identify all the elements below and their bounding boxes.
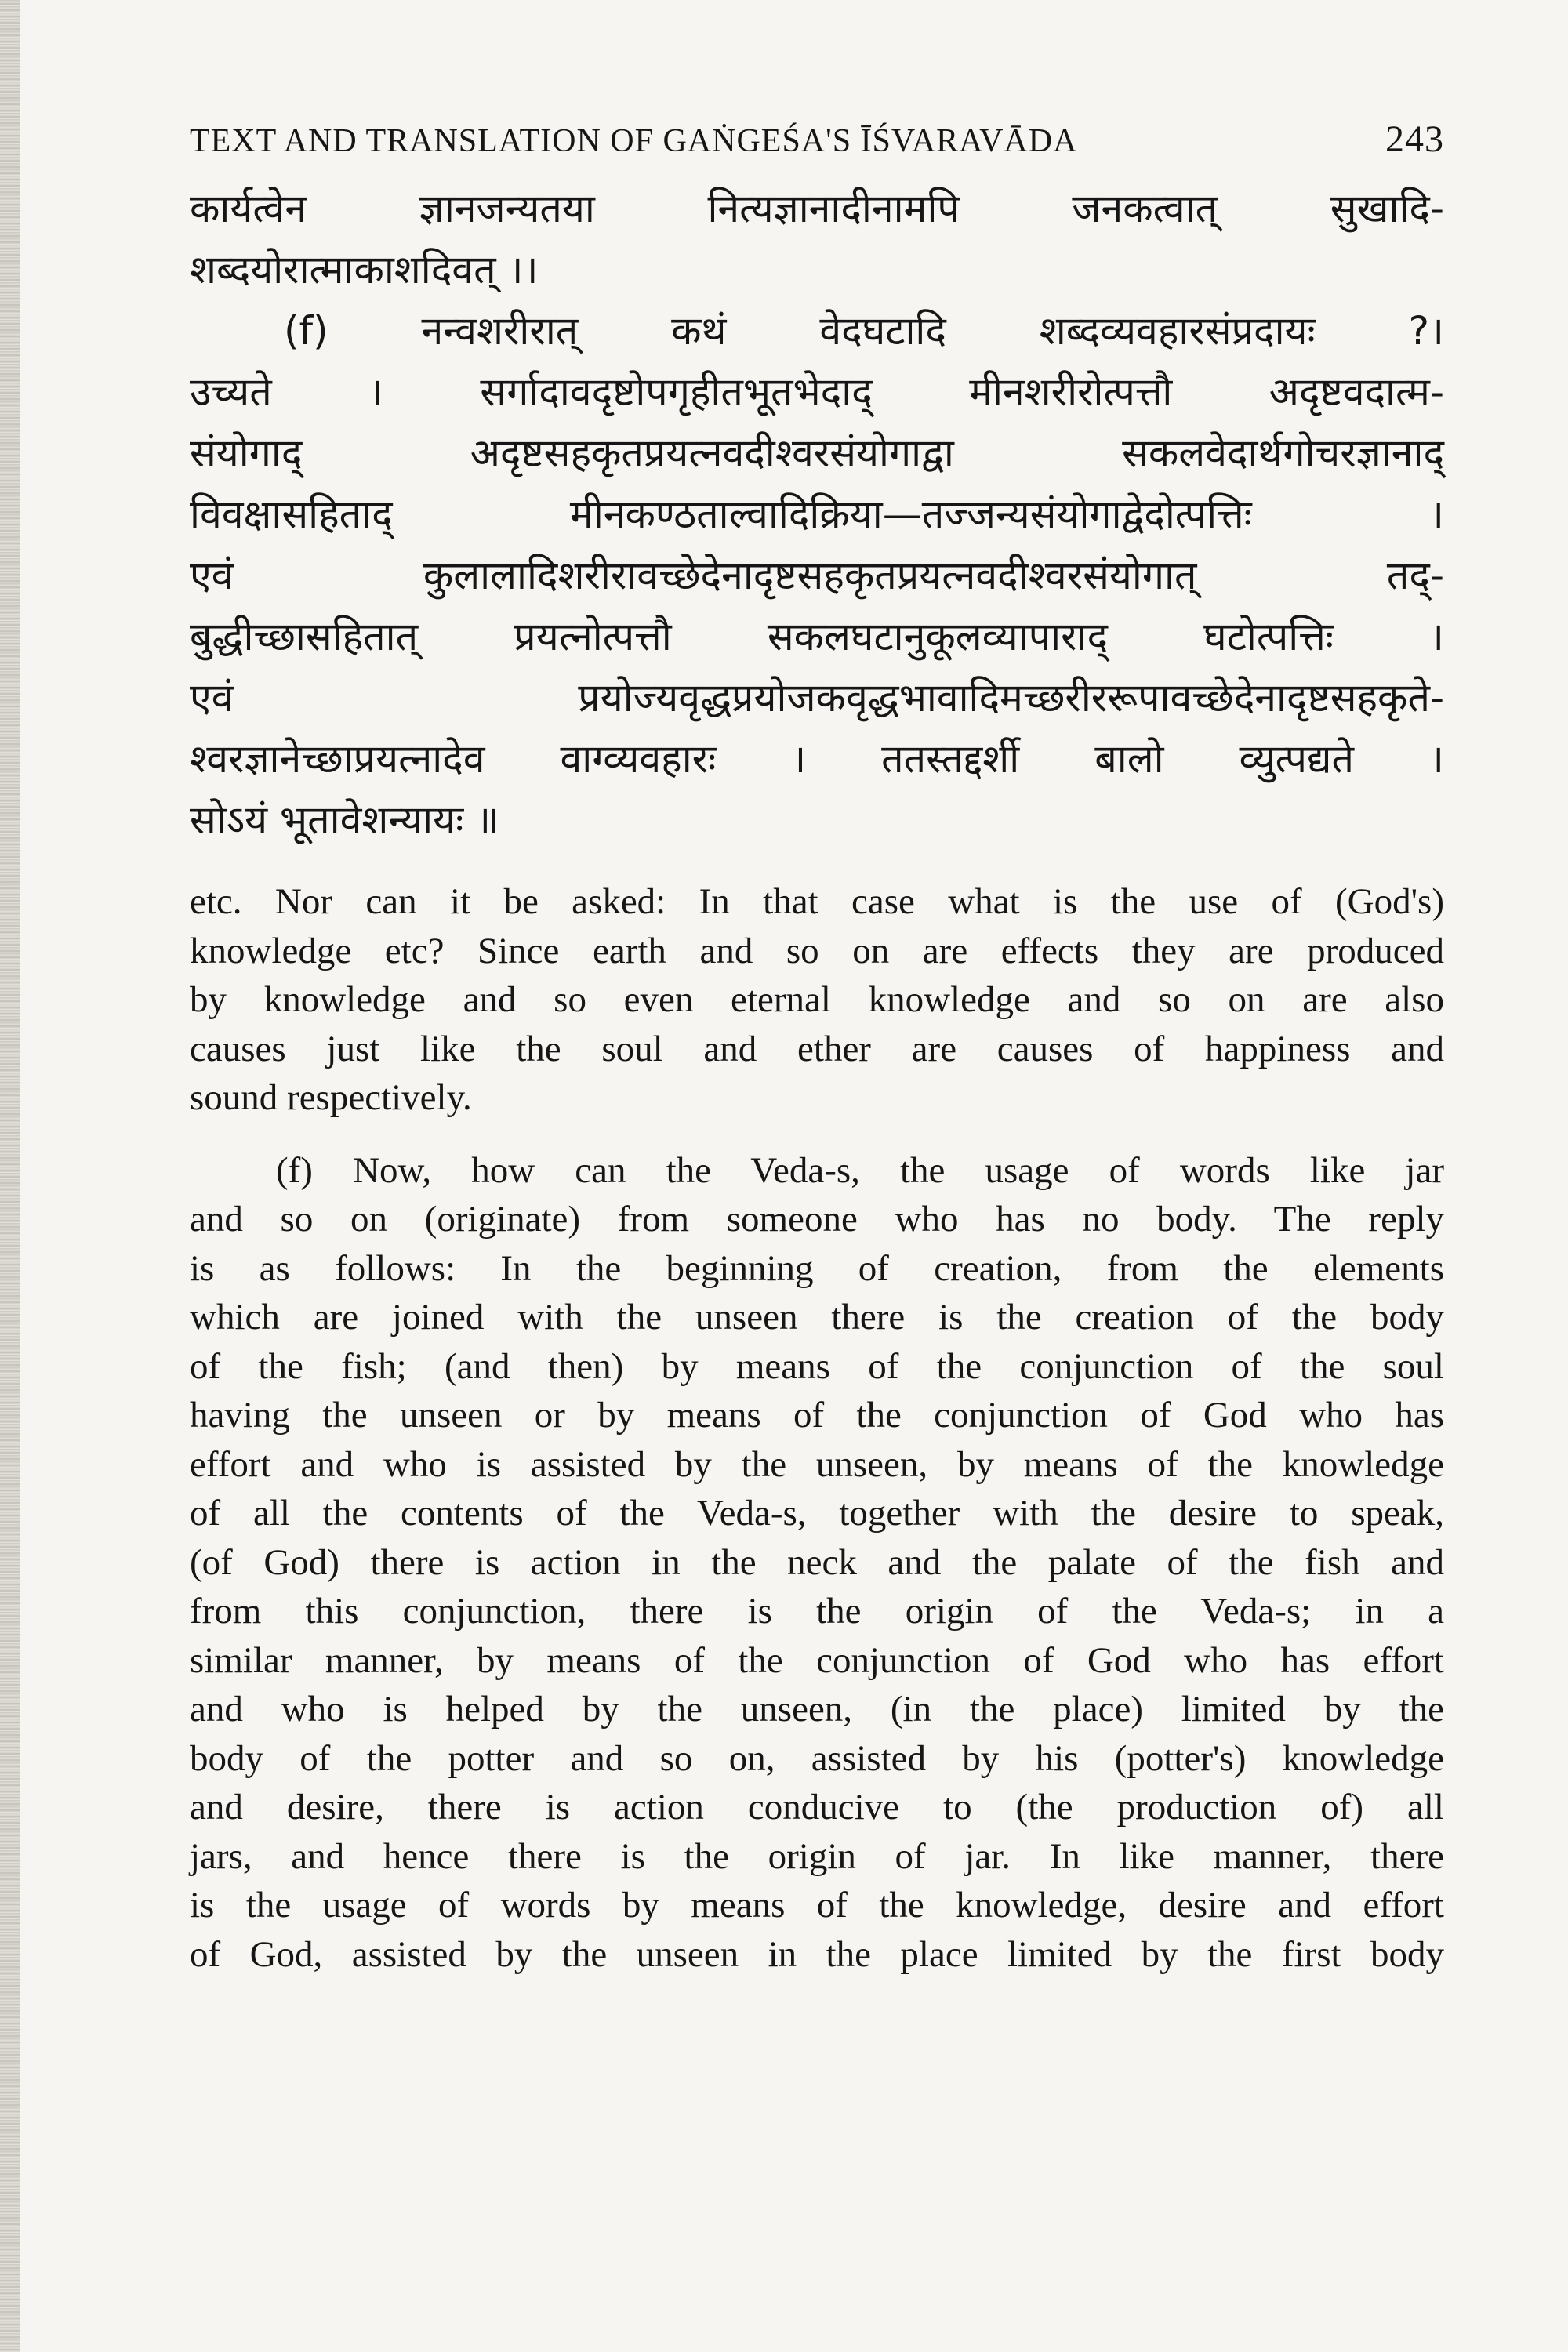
sanskrit-line: संयोगाद् अदृष्टसहकृतप्रयत्नवदीश्वरसंयोगाद्वा सकलवेदार्थगोचरज्ञानाद् (190, 430, 1444, 476)
sanskrit-line: सोऽयं भूतावेशन्यायः ॥ (190, 797, 500, 843)
sanskrit-line: श्वरज्ञानेच्छाप्रयत्नादेव वाग्व्यवहारः । ततस्तद्दर्शी बालो व्युत्पद्यते । (190, 736, 1444, 782)
translation-line: of all the contents of the Veda-s, together with the desire to speak, (190, 1493, 1444, 1534)
sanskrit-line: कार्यत्वेन ज्ञानजन्यतया नित्यज्ञानादीनामपि जनकत्वात् सुखादि- (190, 186, 1444, 231)
translation-line: by knowledge and so even eternal knowledge and so on are also (190, 979, 1444, 1020)
sanskrit-line: एवं कुलालादिशरीरावच्छेदेनादृष्टसहकृतप्रयत्नवदीश्वरसंयोगात् तद्- (190, 553, 1444, 598)
translation-line: of God, assisted by the unseen in the place limited by the first body (190, 1933, 1444, 1975)
running-head-title: TEXT AND TRANSLATION OF GAṄGEŚA'S ĪŚVARAVĀDA (190, 123, 1078, 159)
sanskrit-line: एवं प्रयोज्यवृद्धप्रयोजकवृद्धभावादिमच्छरीररूपावच्छेदेनादृष्टसहकृते- (190, 675, 1444, 720)
translation-line: (f) Now, how can the Veda-s, the usage of words like jar (276, 1149, 1444, 1191)
translation-line: and who is helped by the unseen, (in the place) limited by the (190, 1689, 1444, 1730)
sanskrit-line: (f) नन्वशरीरात् कथं वेदघटादि शब्दव्यवहारसंप्रदायः ?। (284, 308, 1444, 354)
page-number: 243 (1385, 118, 1444, 160)
translation-line: jars, and hence there is the origin of jar. In like manner, there (190, 1835, 1444, 1877)
translation-line: etc. Nor can it be asked: In that case what is the use of (God's) (190, 881, 1444, 922)
translation-line: causes just like the soul and ether are causes of happiness and (190, 1028, 1444, 1069)
translation-line: from this conjunction, there is the origin of the Veda-s; in a (190, 1591, 1444, 1632)
translation-line: body of the potter and so on, assisted by his (potter's) knowledge (190, 1737, 1444, 1779)
sanskrit-text-block (190, 178, 1444, 851)
translation-paragraph-2 (190, 1146, 1444, 1980)
translation-line: and so on (originate) from someone who has no body. The reply (190, 1199, 1444, 1240)
translation-line: is as follows: In the beginning of creation, from the elements (190, 1247, 1444, 1289)
sanskrit-line: विवक्षासहिताद् मीनकण्ठताल्वादिक्रिया—तज्जन्यसंयोगाद्वेदोत्पत्तिः । (190, 492, 1444, 537)
translation-line: is the usage of words by means of the knowledge, desire and effort (190, 1885, 1444, 1926)
translation-line: which are joined with the unseen there is the creation of the body (190, 1297, 1444, 1338)
translation-line: and desire, there is action conducive to (the production of) all (190, 1787, 1444, 1828)
translation-line: effort and who is assisted by the unseen, by means of the knowledge (190, 1443, 1444, 1485)
translation-line: of the fish; (and then) by means of the conjunction of the soul (190, 1345, 1444, 1387)
translation-line: similar manner, by means of the conjunction of God who has effort (190, 1639, 1444, 1681)
sanskrit-line: शब्दयोरात्माकाशदिवत् ।। (190, 247, 539, 292)
translation-line: (of God) there is action in the neck and the palate of the fish and (190, 1541, 1444, 1583)
page-edge-shadow (0, 0, 20, 2352)
translation-paragraph-1 (190, 877, 1444, 1123)
translation-line: having the unseen or by means of the conjunction of God who has (190, 1395, 1444, 1436)
running-head (190, 118, 1444, 161)
translation-block (190, 877, 1444, 1979)
translation-line: knowledge etc? Since earth and so on are effects they are produced (190, 930, 1444, 971)
sanskrit-line: बुद्धीच्छासहितात् प्रयत्नोत्पत्तौ सकलघटानुकूलव्यापाराद् घटोत्पत्तिः । (190, 614, 1444, 659)
sanskrit-line: उच्यते । सर्गादावदृष्टोपगृहीतभूतभेदाद् मीनशरीरोत्पत्तौ अदृष्टवदात्म- (190, 369, 1444, 415)
book-page (190, 118, 1444, 2328)
translation-line: sound respectively. (190, 1077, 472, 1118)
